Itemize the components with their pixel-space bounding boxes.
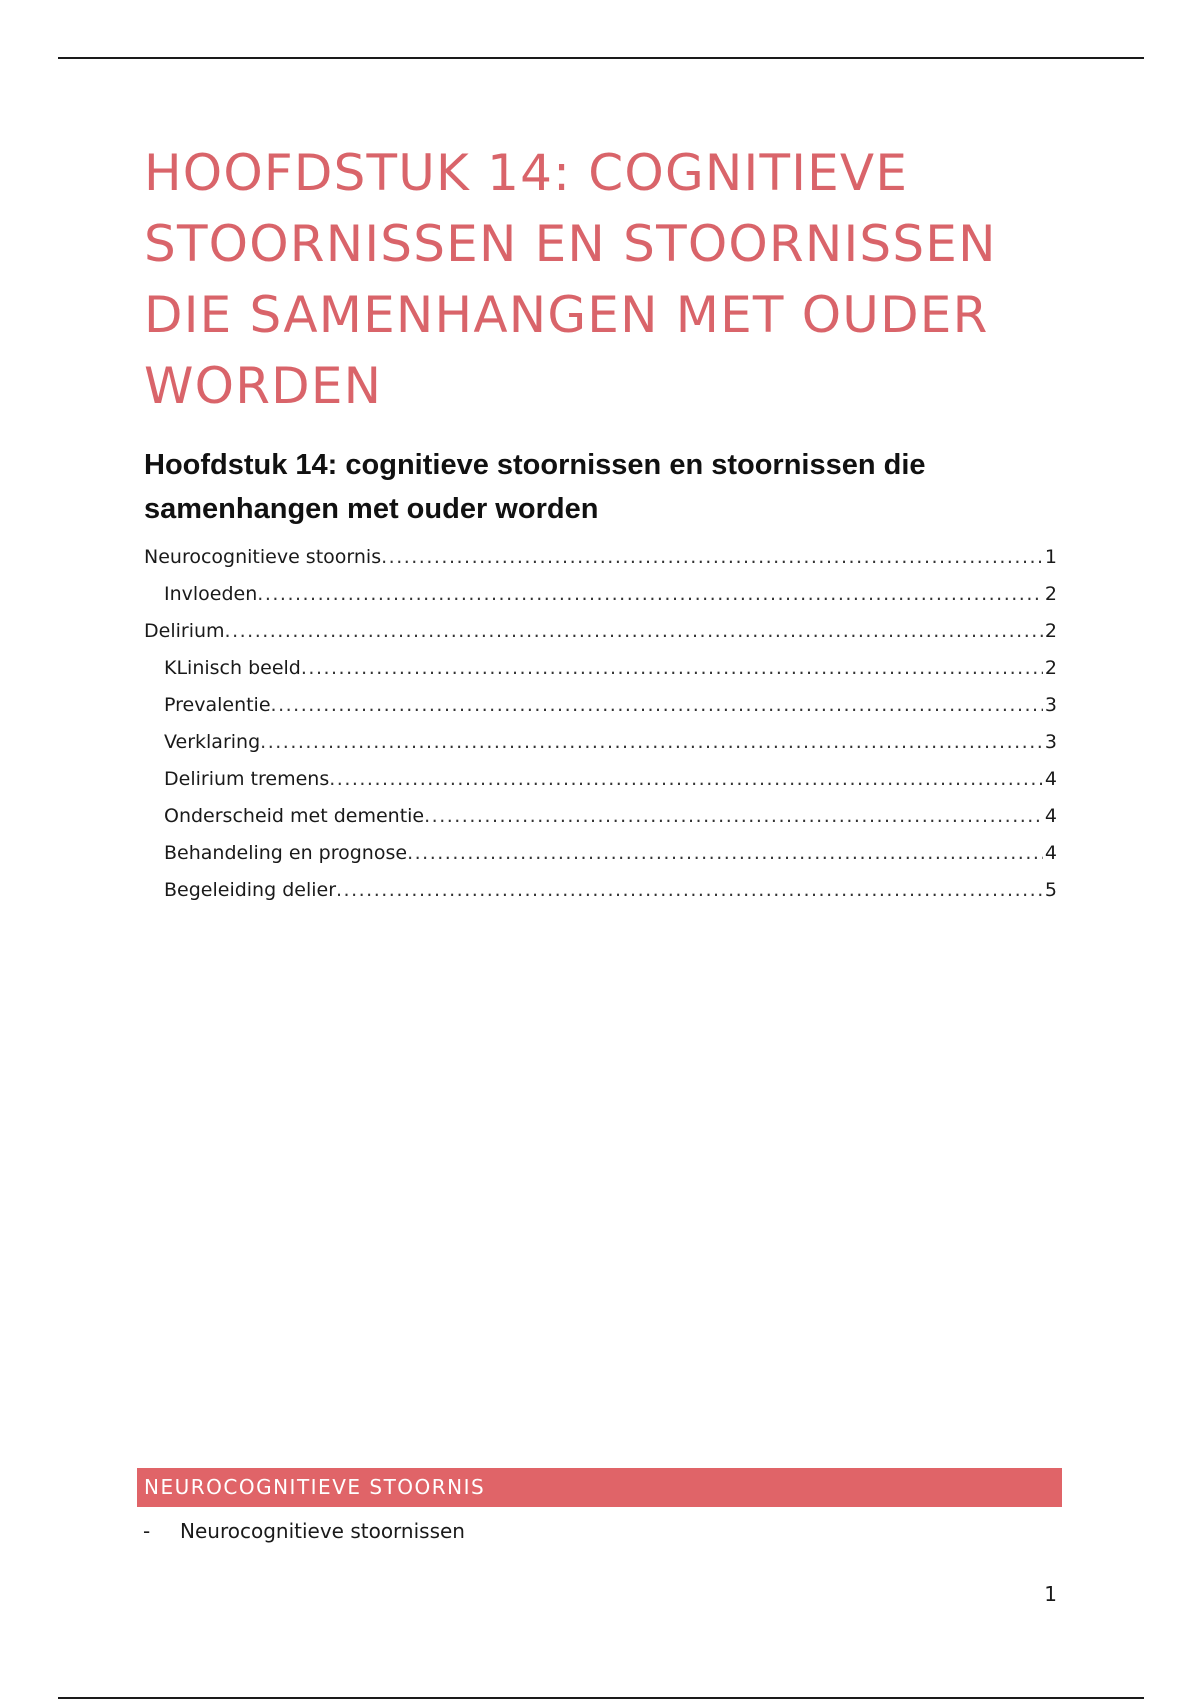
toc-entry-label: Verklaring bbox=[164, 731, 261, 753]
toc-entry-label: Delirium tremens bbox=[164, 768, 330, 790]
toc-entry-invloeden[interactable] bbox=[144, 578, 1057, 615]
toc-entry-page: 2 bbox=[1044, 657, 1057, 679]
toc-entry-label: Invloeden bbox=[164, 583, 258, 605]
page-title: HOOFDSTUK 14: COGNITIEVE STOORNISSEN EN STOORNISSEN DIE SAMENHANGEN MET OUDER WORDEN bbox=[144, 144, 997, 415]
toc-dot-leader bbox=[381, 541, 1043, 573]
toc-entry-onderscheid-met-dementie[interactable] bbox=[144, 800, 1057, 837]
toc-entry-label: Behandeling en prognose bbox=[164, 842, 408, 864]
toc-entry-begeleiding-delier[interactable] bbox=[144, 874, 1057, 911]
toc-entry-label: Neurocognitieve stoornis bbox=[144, 546, 382, 568]
header-rule bbox=[58, 57, 1144, 59]
list-item-text: Neurocognitieve stoornissen bbox=[180, 1519, 465, 1543]
toc-dot-leader bbox=[225, 615, 1043, 647]
toc-entry-page: 4 bbox=[1044, 768, 1057, 790]
list-bullet-marker: - bbox=[143, 1519, 151, 1543]
toc-entry-delirium-tremens[interactable] bbox=[144, 763, 1057, 800]
toc-entry-verklaring[interactable] bbox=[144, 726, 1057, 763]
toc-dot-leader bbox=[424, 800, 1043, 832]
section-heading: NEUROCOGNITIEVE STOORNIS bbox=[144, 1475, 486, 1499]
toc-entry-prevalentie[interactable] bbox=[144, 689, 1057, 726]
section-heading-bar bbox=[137, 1468, 1062, 1507]
page-number: 1 bbox=[1044, 1582, 1057, 1606]
toc-dot-leader bbox=[260, 726, 1043, 758]
toc-entry-label: Delirium bbox=[144, 620, 225, 642]
toc-entry-klinisch-beeld[interactable] bbox=[144, 652, 1057, 689]
toc-entry-page: 5 bbox=[1044, 879, 1057, 901]
toc-entry-page: 4 bbox=[1044, 805, 1057, 827]
toc-dot-leader bbox=[407, 837, 1043, 869]
toc-entry-delirium[interactable] bbox=[144, 615, 1057, 652]
toc-entry-page: 4 bbox=[1044, 842, 1057, 864]
toc-entry-page: 1 bbox=[1044, 546, 1057, 568]
toc-entry-label: Begeleiding delier bbox=[164, 879, 337, 901]
toc-entry-label: KLinisch beeld bbox=[164, 657, 301, 679]
toc-dot-leader bbox=[301, 652, 1043, 684]
table-of-contents bbox=[144, 541, 1057, 911]
toc-dot-leader bbox=[336, 874, 1043, 906]
toc-entry-neurocognitieve-stoornis[interactable] bbox=[144, 541, 1057, 578]
toc-dot-leader bbox=[329, 763, 1043, 795]
toc-dot-leader bbox=[271, 689, 1043, 721]
toc-heading: Hoofdstuk 14: cognitieve stoornissen en stoornissen die samenhangen met ouder worden bbox=[144, 449, 926, 525]
toc-entry-page: 3 bbox=[1044, 731, 1057, 753]
toc-entry-label: Onderscheid met dementie bbox=[164, 805, 425, 827]
toc-entry-behandeling-en-prognose[interactable] bbox=[144, 837, 1057, 874]
toc-entry-label: Prevalentie bbox=[164, 694, 271, 716]
toc-entry-page: 2 bbox=[1044, 620, 1057, 642]
toc-dot-leader bbox=[257, 578, 1043, 610]
footer-rule bbox=[58, 1697, 1144, 1699]
toc-entry-page: 2 bbox=[1044, 583, 1057, 605]
toc-entry-page: 3 bbox=[1044, 694, 1057, 716]
list-item bbox=[143, 1517, 465, 1545]
